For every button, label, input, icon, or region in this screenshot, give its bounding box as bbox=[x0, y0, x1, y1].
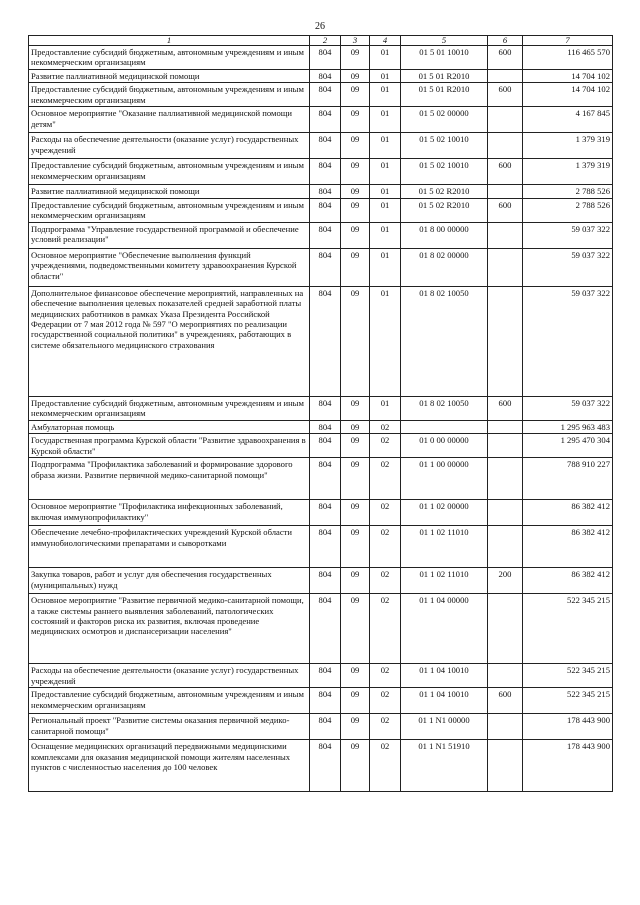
row-admin-code-cell: 804 bbox=[310, 568, 341, 594]
table-row bbox=[29, 83, 613, 107]
row-amount-cell: 1 295 963 483 bbox=[523, 420, 613, 433]
row-target-article-cell: 01 8 00 00000 bbox=[401, 222, 488, 248]
row-name-cell: Обеспечение лечебно-профилактических учреждений Курской области иммунобиологическими препаратами и сыворотками bbox=[29, 526, 310, 568]
row-section-cell: 09 bbox=[341, 526, 370, 568]
row-name-cell: Предоставление субсидий бюджетным, автономным учреждениям и иным некоммерческим организациям bbox=[29, 396, 310, 420]
row-name-cell: Развитие паллиативной медицинской помощи bbox=[29, 185, 310, 198]
table-row bbox=[29, 500, 613, 526]
row-name-cell: Подпрограмма "Управление государственной программой и обеспечение условий реализации" bbox=[29, 222, 310, 248]
row-admin-code-cell: 804 bbox=[310, 526, 341, 568]
row-expense-type-cell bbox=[488, 107, 523, 133]
row-subsection-cell: 02 bbox=[370, 688, 401, 714]
row-amount-cell: 86 382 412 bbox=[523, 568, 613, 594]
row-section-cell: 09 bbox=[341, 83, 370, 107]
row-amount-cell: 178 443 900 bbox=[523, 740, 613, 792]
row-name-cell: Предоставление субсидий бюджетным, автономным учреждениям и иным некоммерческим организациям bbox=[29, 198, 310, 222]
column-number: 2 bbox=[310, 36, 341, 46]
row-section-cell: 09 bbox=[341, 500, 370, 526]
row-subsection-cell: 01 bbox=[370, 83, 401, 107]
row-section-cell: 09 bbox=[341, 159, 370, 185]
row-subsection-cell: 01 bbox=[370, 286, 401, 396]
row-target-article-cell: 01 8 02 00000 bbox=[401, 248, 488, 286]
row-name-cell: Подпрограмма "Профилактика заболеваний и формирование здорового образа жизни. Развитие первичной медико-санитарной помощи" bbox=[29, 458, 310, 500]
table-row bbox=[29, 458, 613, 500]
row-subsection-cell: 01 bbox=[370, 396, 401, 420]
row-subsection-cell: 01 bbox=[370, 159, 401, 185]
row-admin-code-cell: 804 bbox=[310, 248, 341, 286]
row-amount-cell: 59 037 322 bbox=[523, 396, 613, 420]
row-name-cell: Основное мероприятие "Профилактика инфекционных заболеваний, включая иммунопрофилактику" bbox=[29, 500, 310, 526]
row-expense-type-cell bbox=[488, 458, 523, 500]
row-amount-cell: 788 910 227 bbox=[523, 458, 613, 500]
row-target-article-cell: 01 1 04 10010 bbox=[401, 688, 488, 714]
row-expense-type-cell bbox=[488, 664, 523, 688]
row-expense-type-cell bbox=[488, 594, 523, 664]
table-row bbox=[29, 594, 613, 664]
row-name-cell: Региональный проект "Развитие системы оказания первичной медико-санитарной помощи" bbox=[29, 714, 310, 740]
table-row bbox=[29, 159, 613, 185]
table-row bbox=[29, 107, 613, 133]
table-row bbox=[29, 248, 613, 286]
row-expense-type-cell bbox=[488, 740, 523, 792]
row-name-cell: Оснащение медицинских организаций передвижными медицинскими комплексами для оказания медицинской помощи жителям населенных пунктов с численностью населения до 100 человек bbox=[29, 740, 310, 792]
row-name-cell: Дополнительное финансовое обеспечение мероприятий, направленных на обеспечение выполнения целевых показателей средней заработной платы медицинских работников в рамках Указа Президента Российской Федерации от 7 мая 2012 года № 597 "О мероприятиях по реализации государственной социальной политики" в учреждениях, работающих в системе обязательного медицинского страхования bbox=[29, 286, 310, 396]
row-amount-cell: 2 788 526 bbox=[523, 185, 613, 198]
row-section-cell: 09 bbox=[341, 434, 370, 458]
row-section-cell: 09 bbox=[341, 46, 370, 70]
row-amount-cell: 522 345 215 bbox=[523, 688, 613, 714]
column-number: 1 bbox=[29, 36, 310, 46]
row-target-article-cell: 01 5 01 R2010 bbox=[401, 70, 488, 83]
row-amount-cell: 116 465 570 bbox=[523, 46, 613, 70]
row-name-cell: Развитие паллиативной медицинской помощи bbox=[29, 70, 310, 83]
row-subsection-cell: 02 bbox=[370, 594, 401, 664]
table-row bbox=[29, 185, 613, 198]
row-target-article-cell: 01 5 02 R2010 bbox=[401, 198, 488, 222]
table-row bbox=[29, 198, 613, 222]
table-row bbox=[29, 46, 613, 70]
budget-table bbox=[28, 35, 613, 792]
row-target-article-cell: 01 0 00 00000 bbox=[401, 434, 488, 458]
row-subsection-cell: 02 bbox=[370, 568, 401, 594]
row-subsection-cell: 02 bbox=[370, 740, 401, 792]
row-admin-code-cell: 804 bbox=[310, 458, 341, 500]
row-target-article-cell: 01 1 04 00000 bbox=[401, 594, 488, 664]
row-section-cell: 09 bbox=[341, 594, 370, 664]
row-name-cell: Амбулаторная помощь bbox=[29, 420, 310, 433]
row-target-article-cell: 01 5 02 R2010 bbox=[401, 185, 488, 198]
row-section-cell: 09 bbox=[341, 198, 370, 222]
row-amount-cell: 14 704 102 bbox=[523, 83, 613, 107]
row-subsection-cell: 02 bbox=[370, 500, 401, 526]
row-subsection-cell: 01 bbox=[370, 133, 401, 159]
table-row bbox=[29, 420, 613, 433]
row-admin-code-cell: 804 bbox=[310, 688, 341, 714]
page-number: 26 bbox=[315, 21, 325, 32]
row-name-cell: Предоставление субсидий бюджетным, автономным учреждениям и иным некоммерческим организациям bbox=[29, 159, 310, 185]
table-row bbox=[29, 434, 613, 458]
row-amount-cell: 178 443 900 bbox=[523, 714, 613, 740]
table-row bbox=[29, 740, 613, 792]
row-name-cell: Основное мероприятие "Оказание паллиативной медицинской помощи детям" bbox=[29, 107, 310, 133]
row-subsection-cell: 01 bbox=[370, 185, 401, 198]
row-section-cell: 09 bbox=[341, 568, 370, 594]
row-amount-cell: 522 345 215 bbox=[523, 664, 613, 688]
row-subsection-cell: 01 bbox=[370, 70, 401, 83]
row-target-article-cell: 01 8 02 10050 bbox=[401, 396, 488, 420]
table-row bbox=[29, 286, 613, 396]
row-expense-type-cell bbox=[488, 133, 523, 159]
row-admin-code-cell: 804 bbox=[310, 222, 341, 248]
row-subsection-cell: 01 bbox=[370, 46, 401, 70]
row-amount-cell: 1 379 319 bbox=[523, 133, 613, 159]
table-row bbox=[29, 714, 613, 740]
row-section-cell: 09 bbox=[341, 222, 370, 248]
row-expense-type-cell bbox=[488, 434, 523, 458]
row-admin-code-cell: 804 bbox=[310, 107, 341, 133]
row-admin-code-cell: 804 bbox=[310, 396, 341, 420]
row-section-cell: 09 bbox=[341, 688, 370, 714]
table-row bbox=[29, 70, 613, 83]
row-expense-type-cell: 600 bbox=[488, 46, 523, 70]
table-row bbox=[29, 222, 613, 248]
row-target-article-cell: 01 1 04 10010 bbox=[401, 664, 488, 688]
row-target-article-cell: 01 5 01 R2010 bbox=[401, 83, 488, 107]
row-target-article-cell: 01 5 02 00000 bbox=[401, 107, 488, 133]
row-admin-code-cell: 804 bbox=[310, 740, 341, 792]
row-subsection-cell: 02 bbox=[370, 458, 401, 500]
row-name-cell: Государственная программа Курской области "Развитие здравоохранения в Курской области" bbox=[29, 434, 310, 458]
row-expense-type-cell bbox=[488, 70, 523, 83]
row-section-cell: 09 bbox=[341, 396, 370, 420]
row-expense-type-cell: 600 bbox=[488, 688, 523, 714]
row-admin-code-cell: 804 bbox=[310, 133, 341, 159]
row-expense-type-cell: 600 bbox=[488, 396, 523, 420]
row-target-article-cell: 01 1 02 11010 bbox=[401, 568, 488, 594]
row-target-article-cell: 01 1 N1 51910 bbox=[401, 740, 488, 792]
column-number: 4 bbox=[370, 36, 401, 46]
table-row bbox=[29, 526, 613, 568]
row-amount-cell: 59 037 322 bbox=[523, 248, 613, 286]
row-admin-code-cell: 804 bbox=[310, 434, 341, 458]
row-section-cell: 09 bbox=[341, 740, 370, 792]
row-subsection-cell: 02 bbox=[370, 526, 401, 568]
row-subsection-cell: 01 bbox=[370, 222, 401, 248]
column-number: 5 bbox=[401, 36, 488, 46]
row-amount-cell: 522 345 215 bbox=[523, 594, 613, 664]
row-name-cell: Предоставление субсидий бюджетным, автономным учреждениям и иным некоммерческим организациям bbox=[29, 688, 310, 714]
row-target-article-cell: 01 5 02 10010 bbox=[401, 133, 488, 159]
row-target-article-cell: 01 5 02 10010 bbox=[401, 159, 488, 185]
row-expense-type-cell bbox=[488, 248, 523, 286]
row-subsection-cell: 02 bbox=[370, 664, 401, 688]
row-admin-code-cell: 804 bbox=[310, 286, 341, 396]
row-subsection-cell: 02 bbox=[370, 420, 401, 433]
row-target-article-cell: 01 5 01 10010 bbox=[401, 46, 488, 70]
row-expense-type-cell bbox=[488, 714, 523, 740]
row-target-article-cell: 01 1 02 00000 bbox=[401, 500, 488, 526]
row-section-cell: 09 bbox=[341, 107, 370, 133]
table-row bbox=[29, 396, 613, 420]
row-admin-code-cell: 804 bbox=[310, 83, 341, 107]
row-admin-code-cell: 804 bbox=[310, 198, 341, 222]
column-number: 6 bbox=[488, 36, 523, 46]
row-name-cell: Основное мероприятие "Обеспечение выполнения функций учреждениями, подведомственными комитету здравоохранения Курской области" bbox=[29, 248, 310, 286]
row-admin-code-cell: 804 bbox=[310, 664, 341, 688]
row-section-cell: 09 bbox=[341, 420, 370, 433]
row-expense-type-cell: 600 bbox=[488, 198, 523, 222]
row-section-cell: 09 bbox=[341, 664, 370, 688]
row-subsection-cell: 01 bbox=[370, 198, 401, 222]
row-target-article-cell: 01 1 00 00000 bbox=[401, 458, 488, 500]
row-amount-cell: 2 788 526 bbox=[523, 198, 613, 222]
row-subsection-cell: 02 bbox=[370, 714, 401, 740]
row-amount-cell: 59 037 322 bbox=[523, 222, 613, 248]
table-header-row bbox=[29, 36, 613, 46]
row-amount-cell: 86 382 412 bbox=[523, 500, 613, 526]
row-section-cell: 09 bbox=[341, 714, 370, 740]
row-expense-type-cell: 600 bbox=[488, 159, 523, 185]
row-name-cell: Предоставление субсидий бюджетным, автономным учреждениям и иным некоммерческим организациям bbox=[29, 83, 310, 107]
row-amount-cell: 1 379 319 bbox=[523, 159, 613, 185]
row-name-cell: Расходы на обеспечение деятельности (оказание услуг) государственных учреждений bbox=[29, 664, 310, 688]
row-subsection-cell: 01 bbox=[370, 107, 401, 133]
row-amount-cell: 86 382 412 bbox=[523, 526, 613, 568]
row-target-article-cell bbox=[401, 420, 488, 433]
table-row bbox=[29, 664, 613, 688]
row-name-cell: Закупка товаров, работ и услуг для обеспечения государственных (муниципальных) нужд bbox=[29, 568, 310, 594]
row-expense-type-cell bbox=[488, 526, 523, 568]
row-amount-cell: 14 704 102 bbox=[523, 70, 613, 83]
column-number: 3 bbox=[341, 36, 370, 46]
row-amount-cell: 59 037 322 bbox=[523, 286, 613, 396]
row-amount-cell: 4 167 845 bbox=[523, 107, 613, 133]
table-body bbox=[29, 46, 613, 792]
row-section-cell: 09 bbox=[341, 133, 370, 159]
row-admin-code-cell: 804 bbox=[310, 70, 341, 83]
table-row bbox=[29, 568, 613, 594]
row-expense-type-cell bbox=[488, 286, 523, 396]
row-expense-type-cell bbox=[488, 222, 523, 248]
row-admin-code-cell: 804 bbox=[310, 420, 341, 433]
row-admin-code-cell: 804 bbox=[310, 714, 341, 740]
row-admin-code-cell: 804 bbox=[310, 185, 341, 198]
row-section-cell: 09 bbox=[341, 185, 370, 198]
row-expense-type-cell bbox=[488, 420, 523, 433]
table-row bbox=[29, 133, 613, 159]
row-name-cell: Расходы на обеспечение деятельности (оказание услуг) государственных учреждений bbox=[29, 133, 310, 159]
row-admin-code-cell: 804 bbox=[310, 500, 341, 526]
row-expense-type-cell bbox=[488, 185, 523, 198]
row-expense-type-cell: 200 bbox=[488, 568, 523, 594]
row-admin-code-cell: 804 bbox=[310, 594, 341, 664]
table-row bbox=[29, 688, 613, 714]
row-name-cell: Предоставление субсидий бюджетным, автономным учреждениям и иным некоммерческим организациям bbox=[29, 46, 310, 70]
row-expense-type-cell: 600 bbox=[488, 83, 523, 107]
row-section-cell: 09 bbox=[341, 458, 370, 500]
row-section-cell: 09 bbox=[341, 286, 370, 396]
row-section-cell: 09 bbox=[341, 70, 370, 83]
row-amount-cell: 1 295 470 304 bbox=[523, 434, 613, 458]
row-admin-code-cell: 804 bbox=[310, 46, 341, 70]
row-target-article-cell: 01 1 N1 00000 bbox=[401, 714, 488, 740]
row-name-cell: Основное мероприятие "Развитие первичной медико-санитарной помощи, а также системы раннего выявления заболеваний, патологических состояний и факторов риска их развития, включая проведение медицинских осмотров и диспансеризации населения" bbox=[29, 594, 310, 664]
row-subsection-cell: 01 bbox=[370, 248, 401, 286]
row-expense-type-cell bbox=[488, 500, 523, 526]
column-number: 7 bbox=[523, 36, 613, 46]
row-target-article-cell: 01 8 02 10050 bbox=[401, 286, 488, 396]
row-admin-code-cell: 804 bbox=[310, 159, 341, 185]
row-target-article-cell: 01 1 02 11010 bbox=[401, 526, 488, 568]
row-section-cell: 09 bbox=[341, 248, 370, 286]
row-subsection-cell: 02 bbox=[370, 434, 401, 458]
